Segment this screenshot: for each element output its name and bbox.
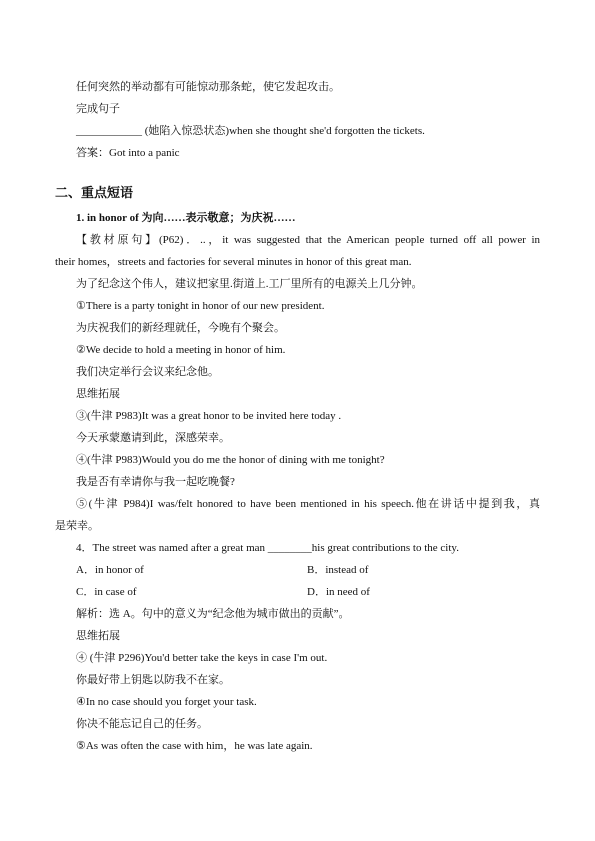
example-1: ①There is a party tonight in honor of our new president. bbox=[76, 300, 325, 312]
example-1-translation: 为庆祝我们的新经理就任，今晚有个聚会。 bbox=[76, 322, 285, 334]
exercise-sentence: ____________ (她陷入惊恐状态)when she thought she'd forgotten the tickets. bbox=[76, 125, 425, 137]
answer-line: 答案：Got into a panic bbox=[76, 147, 180, 159]
textbook-sentence-cont: their homes，streets and factories for several minutes in honor of this great man. bbox=[55, 256, 412, 268]
explanation: 解析：选 A。句中的意义为“纪念他为城市做出的贡献”。 bbox=[76, 608, 350, 620]
example-7-translation: 你决不能忘记自己的任务。 bbox=[76, 718, 208, 730]
example-5: ⑤(牛津 P984)I was/felt honored to have been mentioned in his speech.他在讲话中提到我，真 bbox=[76, 498, 540, 510]
sentence-chinese: 任何突然的举动都有可能惊动那条蛇，使它发起攻击。 bbox=[76, 81, 340, 93]
options-row-2 bbox=[76, 585, 540, 599]
example-6: ④ (牛津 P296)You'd better take the keys in case I'm out. bbox=[76, 652, 328, 664]
exercise-heading: 完成句子 bbox=[76, 103, 120, 115]
example-5-cont: 是荣幸。 bbox=[55, 520, 99, 532]
example-2-translation: 我们决定举行会议来纪念他。 bbox=[76, 366, 219, 378]
extension-heading-2: 思维拓展 bbox=[76, 630, 120, 642]
example-4: ④(牛津 P983)Would you do me the honor of dining with me tonight? bbox=[76, 454, 385, 466]
example-3-translation: 今天承蒙邀请到此，深感荣幸。 bbox=[76, 432, 230, 444]
section-heading: 二、重点短语 bbox=[55, 185, 134, 200]
phrase-heading: 1. in honor of 为向……表示敬意；为庆祝…… bbox=[76, 212, 296, 224]
extension-heading: 思维拓展 bbox=[76, 388, 120, 400]
option-c: C．in case of bbox=[76, 586, 137, 598]
example-3: ③(牛津 P983)It was a great honor to be invited here today . bbox=[76, 410, 342, 422]
option-b: B．instead of bbox=[307, 564, 369, 576]
example-4-translation: 我是否有幸请你与我一起吃晚餐? bbox=[76, 476, 235, 488]
option-a: A．in honor of bbox=[76, 564, 144, 576]
option-d: D．in need of bbox=[307, 586, 370, 598]
question-4: 4．The street was named after a great man ________his great contributions to the city. bbox=[76, 542, 459, 554]
options-row-1 bbox=[76, 563, 540, 577]
example-2: ②We decide to hold a meeting in honor of him. bbox=[76, 344, 286, 356]
textbook-sentence: 【教材原句】(P62)．..，it was suggested that the American people turned off all power in bbox=[76, 234, 540, 246]
example-6-translation: 你最好带上钥匙以防我不在家。 bbox=[76, 674, 230, 686]
example-7: ④In no case should you forget your task. bbox=[76, 696, 257, 708]
textbook-translation: 为了纪念这个伟人，建议把家里.街道上.工厂里所有的电源关上几分钟。 bbox=[76, 278, 423, 290]
example-8: ⑤As was often the case with him，he was late again. bbox=[76, 740, 313, 752]
